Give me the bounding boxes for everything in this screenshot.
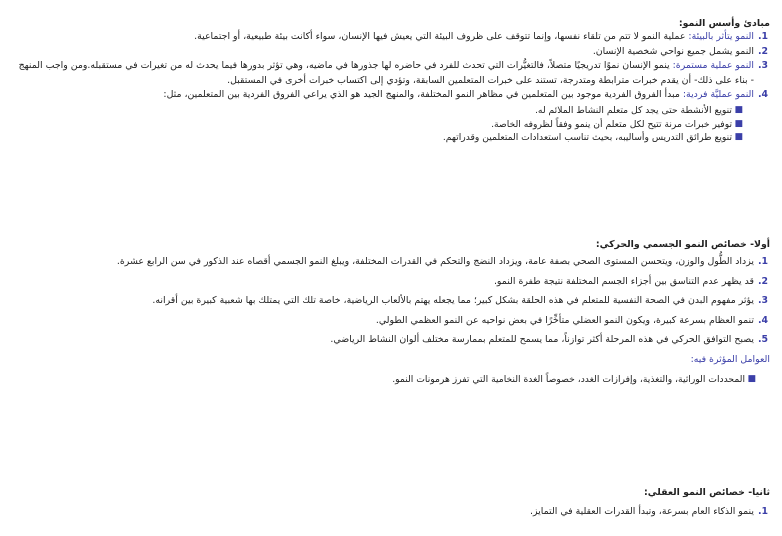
- list-item: [18, 314, 770, 329]
- section-growth-principles: [18, 17, 770, 145]
- list-item: [18, 88, 770, 103]
- item-text: عملية النمو لا تتم من تلقاء نفسها، وإنما تتوقف على ظروف البيئة التي يعيش فيها الإنسان، سواء أكانت بيئة طبيعية، أو اجتماعية.: [194, 31, 689, 42]
- item-text: يؤثر مفهوم البدن في الصحة النفسية للمتعلم في هذه الحلقة بشكل كبير؛ مما يجعله يهتم بالألعاب الرياضية، خاصة تلك التي يمتلك بها شعبية كبيرة بين أقرانه.: [152, 295, 754, 307]
- item-number: 1.: [757, 256, 769, 267]
- bullet-text: توفير خبرات مرنة تتيح لكل متعلم أن ينمو وفقاً لظروفه الخاصة.: [491, 118, 732, 130]
- bullet-item: [18, 104, 745, 118]
- item-number: 4.: [757, 314, 769, 326]
- factors-title: العوامل المؤثرة فيه:: [690, 353, 770, 365]
- numbered-list: [18, 505, 770, 520]
- bullet-text: تنويع الأنشطة حتى يجد كل متعلم النشاط الملائم له.: [534, 104, 732, 116]
- item-number: 4.: [757, 89, 769, 101]
- bullet-item: [18, 373, 758, 387]
- section-title: ثانيا- خصائص النمو العقلي:: [644, 487, 770, 498]
- list-item: [18, 30, 770, 45]
- section-physical-growth: [18, 238, 770, 387]
- list-item: [18, 333, 770, 348]
- item-lead: النمو يتأثر بالبيئة:: [688, 31, 754, 42]
- item-text: مبدأ الفروق الفردية موجود بين المتعلمين في مظاهر النمو المختلفة، والمنهج الجيد هو الذي يراعي الفروق الفردية بين المتعلمين، مثل:: [163, 89, 683, 101]
- item-number: 3.: [757, 60, 769, 72]
- list-item: [18, 275, 770, 290]
- bullet-icon: ■: [747, 373, 756, 384]
- bullet-item: [18, 131, 745, 145]
- section-title: مبادئ وأسس النمو:: [678, 18, 770, 29]
- item-text: يزداد الطُّول والوزن، ويتحسن المستوى الصحي بصفة عامة، ويزداد النضج والتحكم في القدرات المختلفة، ويبلغ النمو الجسمي أقصاه عند الذكور في سن الرابع عشرة.: [116, 256, 754, 267]
- numbered-list: [18, 30, 770, 103]
- item-number: 2.: [757, 45, 769, 57]
- item-lead: النمو عمليَّة فردية:: [682, 89, 754, 101]
- item-number: 3.: [757, 295, 769, 307]
- bullet-list: [18, 104, 745, 145]
- item-text: ينمو الإنسان نموًا تدريجيًا متصلاً، فالتغيُّرات التي تحدث للفرد في حاضره لها جذورها في ماضيه، وهي تؤثر بدورها فيما يحدث له من تغيرات في مستقبله.ومن واجب المنهج - بناء على ذلك- أن يقدم خبرات مترابطة ومتدرجة، تستند على خبرات المتعلمين السابقة، وتؤدي إلى اكتساب خبرات أخرى في المستقبل.: [18, 60, 754, 86]
- bullet-text: تنويع طرائق التدريس وأساليبه، بحيث تناسب استعدادات المتعلمين وقدراتهم.: [442, 132, 732, 144]
- item-number: 1.: [757, 31, 769, 42]
- bullet-text: المحددات الوراثية، والتغذية، وإفرازات الغدد، خصوصاً الغدة النخامية التي تفرز هرمونات النمو.: [392, 373, 745, 385]
- section-mental-growth: [18, 486, 770, 520]
- item-text: قد يظهر عدم التناسق بين أجزاء الجسم المختلفة نتيجة طفرة النمو.: [493, 275, 754, 287]
- bullet-item: [18, 118, 745, 132]
- item-text: يصبح التوافق الحركي في هذه المرحلة أكثر توازناً، مما يسمح للمتعلم بممارسة مختلف ألوان النشاط الرياضي.: [330, 334, 754, 346]
- item-number: 1.: [757, 506, 769, 517]
- bullet-icon: ■: [734, 104, 743, 115]
- list-item: [18, 505, 770, 520]
- list-item: [18, 45, 770, 60]
- item-text: النمو يشمل جميع نواحي شخصية الإنسان.: [592, 45, 754, 57]
- list-item: [18, 59, 770, 88]
- bullet-list: [18, 373, 758, 387]
- item-text: تنمو العظام بسرعة كبيرة، ويكون النمو العضلي متأخِّرًا في بعض نواحيه عن النمو العظمي الطولي.: [375, 314, 754, 326]
- bullet-icon: ■: [734, 118, 743, 129]
- item-lead: النمو عملية مستمرة:: [672, 60, 754, 72]
- section-title: أولا- خصائص النمو الجسمي والحركي:: [595, 239, 770, 250]
- list-item: [18, 255, 770, 270]
- item-number: 2.: [757, 275, 769, 287]
- item-number: 5.: [757, 334, 769, 346]
- item-text: ينمو الذكاء العام بسرعة، وتبدأ القدرات العقلية في التمايز.: [530, 506, 754, 517]
- bullet-icon: ■: [734, 132, 743, 143]
- list-item: [18, 294, 770, 309]
- numbered-list: [18, 255, 770, 348]
